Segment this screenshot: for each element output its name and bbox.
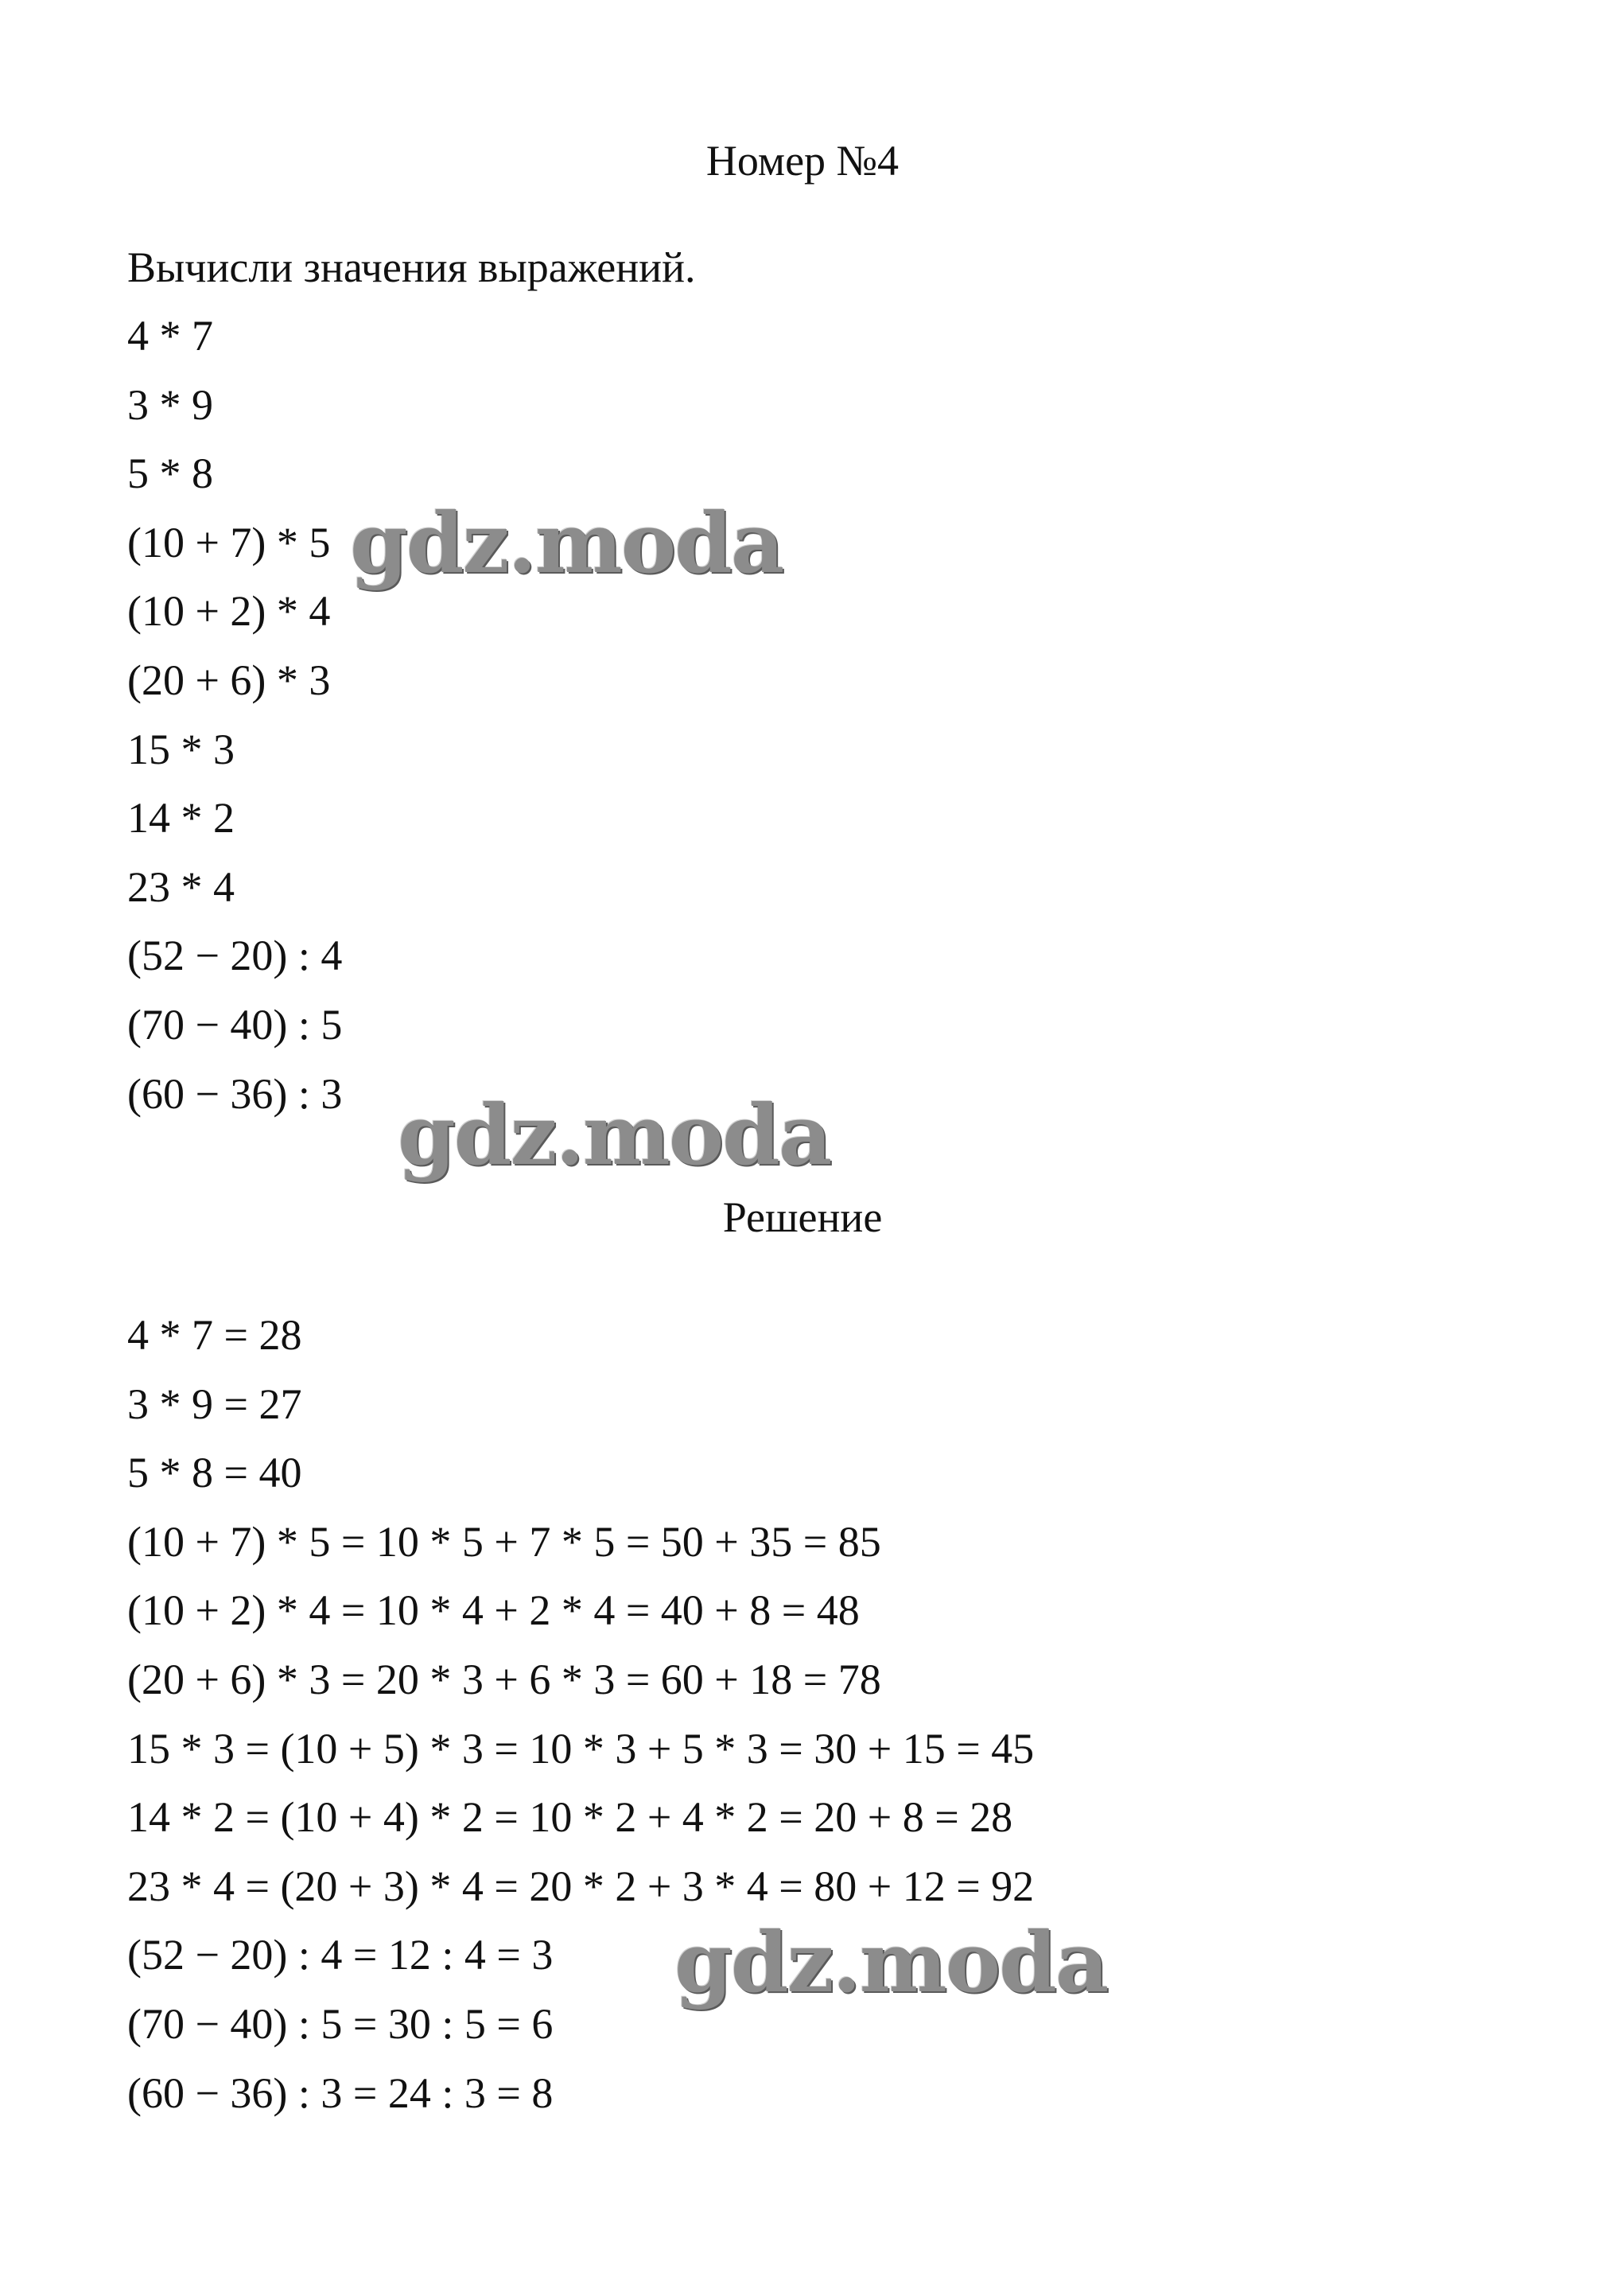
solution-item: 5 * 8 = 40 xyxy=(127,1449,302,1497)
task-item: 4 * 7 xyxy=(127,312,213,360)
solution-heading: Решение xyxy=(722,1193,883,1241)
watermark-logo: gdz.moda xyxy=(350,494,783,592)
task-item: 23 * 4 xyxy=(127,862,235,911)
solution-item: (60 − 36) : 3 = 24 : 3 = 8 xyxy=(127,2068,554,2117)
task-item: (10 + 7) * 5 xyxy=(127,518,331,566)
task-item: 14 * 2 xyxy=(127,794,235,843)
solution-item: (10 + 2) * 4 = 10 * 4 + 2 * 4 = 40 + 8 = 48 xyxy=(127,1586,860,1635)
task-item: 15 * 3 xyxy=(127,725,235,773)
solution-item: (10 + 7) * 5 = 10 * 5 + 7 * 5 = 50 + 35 = 85 xyxy=(127,1517,881,1566)
task-item: 5 * 8 xyxy=(127,449,213,498)
task-item: (10 + 2) * 4 xyxy=(127,587,331,636)
solution-item: 23 * 4 = (20 + 3) * 4 = 20 * 2 + 3 * 4 = 80 + 12 = 92 xyxy=(127,1862,1035,1910)
solution-item: 4 * 7 = 28 xyxy=(127,1311,302,1359)
task-list xyxy=(127,312,342,1138)
task-item: (70 − 40) : 5 xyxy=(127,1000,343,1049)
instruction-text: Вычисли значения выражений. xyxy=(127,243,696,291)
solution-item: (20 + 6) * 3 = 20 * 3 + 6 * 3 = 60 + 18 = 78 xyxy=(127,1655,881,1703)
task-item: (52 − 20) : 4 xyxy=(127,932,343,980)
solution-item: (70 − 40) : 5 = 30 : 5 = 6 xyxy=(127,1999,554,2048)
task-item: (20 + 6) * 3 xyxy=(127,656,331,704)
solution-item: 3 * 9 = 27 xyxy=(127,1380,302,1428)
solution-list xyxy=(127,1311,1034,2138)
solution-item: (52 − 20) : 4 = 12 : 4 = 3 xyxy=(127,1931,554,1979)
task-item: 3 * 9 xyxy=(127,380,213,429)
solution-item: 14 * 2 = (10 + 4) * 2 = 10 * 2 + 4 * 2 = 20 + 8 = 28 xyxy=(127,1793,1013,1842)
watermark-logo: gdz.moda xyxy=(398,1086,831,1184)
watermark-logo: gdz.moda xyxy=(674,1913,1108,2011)
solution-item: 15 * 3 = (10 + 5) * 3 = 10 * 3 + 5 * 3 = 30 + 15 = 45 xyxy=(127,1724,1035,1773)
page-title: Номер №4 xyxy=(705,137,900,185)
task-item: (60 − 36) : 3 xyxy=(127,1069,343,1118)
